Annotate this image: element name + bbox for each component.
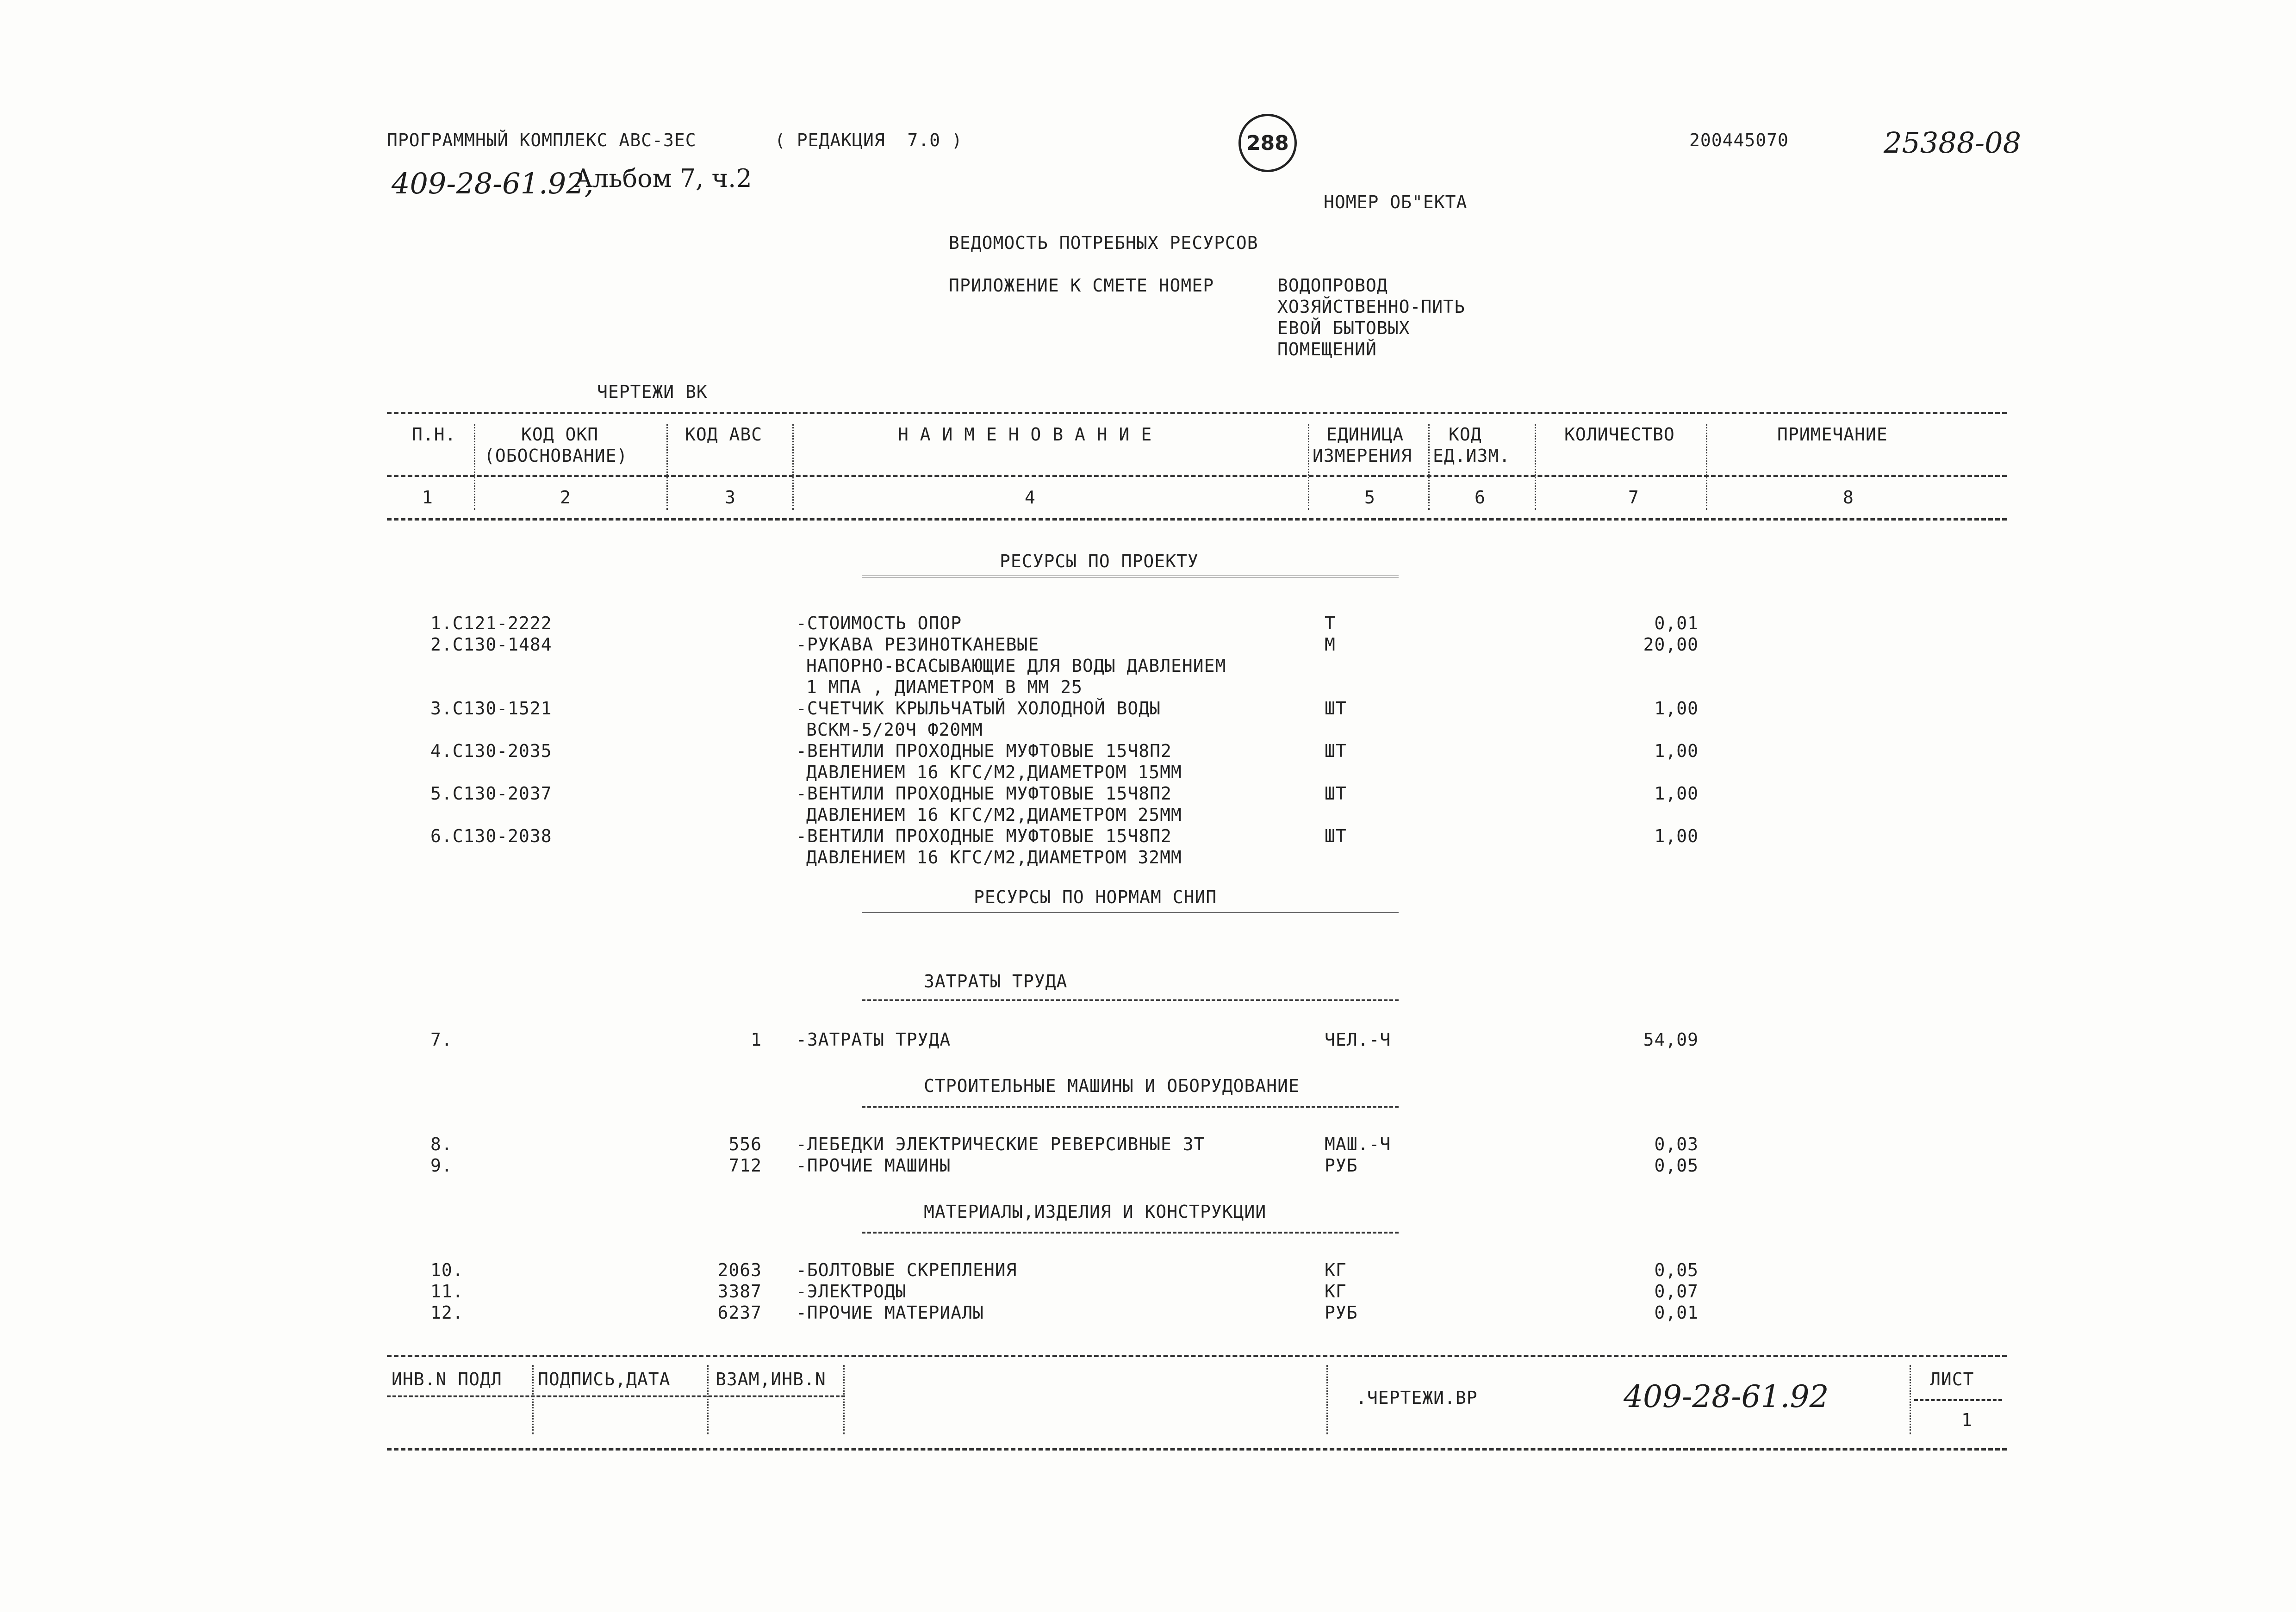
column-separator — [707, 1365, 709, 1434]
table-top-rule — [387, 412, 2007, 414]
section-underline — [862, 1232, 1399, 1234]
column-separator — [474, 424, 475, 510]
edition: ( РЕДАКЦИЯ 7.0 ) — [775, 130, 963, 150]
resource-number: 6.С130-2038 — [430, 826, 552, 846]
labor-row-quantity: 54,09 — [1643, 1029, 1699, 1050]
labor-row-unit: ЧЕЛ.-Ч — [1325, 1029, 1391, 1050]
resource-number: 1.С121-2222 — [430, 613, 552, 633]
sheet-divider — [1914, 1399, 2002, 1401]
materials-row-name: -ПРОЧИЕ МАТЕРИАЛЫ — [796, 1302, 984, 1323]
machines-row-name: -ЛЕБЕДКИ ЭЛЕКТРИЧЕСКИЕ РЕВЕРСИВНЫЕ 3Т — [796, 1134, 1205, 1154]
header-col-2-line-1: КОД ОКП — [521, 424, 599, 445]
footer-vzam-label: ВЗАМ,ИНВ.N — [716, 1369, 826, 1389]
machines-row-unit: РУБ — [1325, 1155, 1358, 1176]
column-separator — [1706, 424, 1707, 510]
machines-row-name: -ПРОЧИЕ МАШИНЫ — [796, 1155, 951, 1176]
materials-row-name: -ЭЛЕКТРОДЫ — [796, 1281, 907, 1302]
materials-row-code: 2063 — [717, 1260, 762, 1280]
program-name: ПРОГРАММНЫЙ КОМПЛЕКС АВС-ЗЕС — [387, 130, 697, 150]
column-separator — [1308, 424, 1309, 510]
resource-unit: М — [1325, 634, 1336, 655]
column-number-6: 6 — [1475, 487, 1486, 508]
header-col-5-line-1: ЕДИНИЦА — [1326, 424, 1404, 445]
materials-row-number: 12. — [430, 1302, 464, 1323]
materials-row-quantity: 0,01 — [1654, 1302, 1699, 1323]
column-separator — [1535, 424, 1536, 510]
header-col-6-line-2: ЕД.ИЗМ. — [1433, 446, 1511, 466]
header-col-7: КОЛИЧЕСТВО — [1564, 424, 1675, 445]
resource-name: -ВЕНТИЛИ ПРОХОДНЫЕ МУФТОВЫЕ 15Ч8П2 — [796, 741, 1172, 761]
resource-unit: ШТ — [1325, 698, 1347, 719]
materials-row-quantity: 0,05 — [1654, 1260, 1699, 1280]
materials-row-name: -БОЛТОВЫЕ СКРЕПЛЕНИЯ — [796, 1260, 1017, 1280]
column-number-3: 3 — [725, 487, 736, 508]
footer-mid-rule — [387, 1395, 845, 1397]
column-number-4: 4 — [1025, 487, 1036, 508]
resource-quantity: 1,00 — [1654, 698, 1699, 719]
section-title-labor: ЗАТРАТЫ ТРУДА — [924, 971, 1068, 992]
header-col-6-line-1: КОД — [1449, 424, 1482, 445]
machines-row-unit: МАШ.-Ч — [1325, 1134, 1391, 1154]
resource-unit: ШТ — [1325, 783, 1347, 804]
column-separator — [1326, 1365, 1328, 1434]
machines-row-quantity: 0,05 — [1654, 1155, 1699, 1176]
resource-name-continuation: НАПОРНО-ВСАСЫВАЮЩИЕ ДЛЯ ВОДЫ ДАВЛЕНИЕМ — [806, 656, 1226, 676]
column-separator — [1428, 424, 1430, 510]
column-number-8: 8 — [1843, 487, 1854, 508]
document-title: ВЕДОМОСТЬ ПОТРЕБНЫХ РЕСУРСОВ — [949, 233, 1258, 253]
document-code: 200445070 — [1689, 130, 1789, 150]
footer-bottom-rule — [387, 1448, 2007, 1451]
section-title-materials: МАТЕРИАЛЫ,ИЗДЕЛИЯ И КОНСТРУКЦИИ — [924, 1202, 1267, 1222]
resource-number: 4.С130-2035 — [430, 741, 552, 761]
resource-name-continuation: ДАВЛЕНИЕМ 16 КГС/М2,ДИАМЕТРОМ 25ММ — [806, 805, 1182, 825]
header-col-1: П.Н. — [412, 424, 456, 445]
section-underline — [862, 576, 1399, 580]
object-name-line-1: ВОДОПРОВОД — [1277, 275, 1388, 296]
section-underline — [862, 999, 1399, 1001]
album-label: Альбом 7, ч.2 — [574, 164, 752, 193]
materials-row-code: 6237 — [717, 1302, 762, 1323]
resource-name: -СЧЕТЧИК КРЫЛЬЧАТЫЙ ХОЛОДНОЙ ВОДЫ — [796, 698, 1161, 719]
column-separator — [843, 1365, 845, 1434]
column-separator — [532, 1365, 534, 1434]
resource-name-continuation: 1 МПА , ДИАМЕТРОМ В ММ 25 — [806, 677, 1083, 697]
column-number-7: 7 — [1628, 487, 1639, 508]
handwritten-footer-doc-number: 409-28-61.92 — [1624, 1379, 1829, 1414]
resource-name: -ВЕНТИЛИ ПРОХОДНЫЕ МУФТОВЫЕ 15Ч8П2 — [796, 826, 1172, 846]
materials-row-unit: КГ — [1325, 1281, 1347, 1302]
materials-row-number: 10. — [430, 1260, 464, 1280]
handwritten-doc-number: 25388-08 — [1884, 126, 2022, 160]
resource-quantity: 1,00 — [1654, 783, 1699, 804]
column-number-2: 2 — [560, 487, 571, 508]
object-name-line-4: ПОМЕЩЕНИЙ — [1277, 339, 1377, 360]
drawings-set-label: ЧЕРТЕЖИ ВК — [597, 382, 708, 402]
header-col-4: Н А И М Е Н О В А Н И Е — [898, 424, 1152, 445]
resource-unit: Т — [1325, 613, 1336, 633]
header-col-2-line-2: (ОБОСНОВАНИЕ) — [484, 446, 628, 466]
resource-number: 3.С130-1521 — [430, 698, 552, 719]
column-separator — [1910, 1365, 1911, 1434]
resource-quantity: 20,00 — [1643, 634, 1699, 655]
machines-row-number: 9. — [430, 1155, 453, 1176]
resource-quantity: 0,01 — [1654, 613, 1699, 633]
object-number-label: НОМЕР ОБ"ЕКТА — [1324, 192, 1468, 212]
section-title-snip: РЕСУРСЫ ПО НОРМАМ СНИП — [974, 887, 1217, 907]
section-title-project: РЕСУРСЫ ПО ПРОЕКТУ — [1000, 551, 1199, 571]
resource-name: -СТОИМОСТЬ ОПОР — [796, 613, 962, 633]
footer-sheet-number: 1 — [1961, 1410, 1972, 1430]
header-rule — [387, 475, 2007, 477]
resource-number: 5.С130-2037 — [430, 783, 552, 804]
labor-row-number: 7. — [430, 1029, 453, 1050]
footer-sheet-label: ЛИСТ — [1930, 1369, 1974, 1389]
resource-name-continuation: ДАВЛЕНИЕМ 16 КГС/М2,ДИАМЕТРОМ 15ММ — [806, 762, 1182, 782]
column-number-rule — [387, 518, 2007, 521]
footer-drawings-label: .ЧЕРТЕЖИ.ВР — [1356, 1388, 1478, 1408]
column-number-1: 1 — [422, 487, 433, 508]
resource-unit: ШТ — [1325, 741, 1347, 761]
object-name-line-3: ЕВОЙ БЫТОВЫХ — [1277, 318, 1410, 338]
resource-name: -РУКАВА РЕЗИНОТКАНЕВЫЕ — [796, 634, 1039, 655]
resource-name: -ВЕНТИЛИ ПРОХОДНЫЕ МУФТОВЫЕ 15Ч8П2 — [796, 783, 1172, 804]
footer-top-rule — [387, 1355, 2007, 1357]
header-col-8: ПРИМЕЧАНИЕ — [1777, 424, 1888, 445]
materials-row-number: 11. — [430, 1281, 464, 1302]
resource-quantity: 1,00 — [1654, 826, 1699, 846]
resource-quantity: 1,00 — [1654, 741, 1699, 761]
footer-sign-label: ПОДПИСЬ,ДАТА — [538, 1369, 671, 1389]
header-col-5-line-2: ИЗМЕРЕНИЯ — [1313, 446, 1412, 466]
machines-row-quantity: 0,03 — [1654, 1134, 1699, 1154]
section-underline — [862, 912, 1399, 917]
appendix-label: ПРИЛОЖЕНИЕ К СМЕТЕ НОМЕР — [949, 275, 1214, 296]
resource-number: 2.С130-1484 — [430, 634, 552, 655]
object-name-line-2: ХОЗЯЙСТВЕННО-ПИТЬ — [1277, 297, 1465, 317]
labor-row-code: 1 — [751, 1029, 762, 1050]
materials-row-unit: РУБ — [1325, 1302, 1358, 1323]
page-number-stamp: 288 — [1238, 114, 1297, 172]
column-separator — [666, 424, 668, 510]
section-underline — [862, 1106, 1399, 1108]
handwritten-album-code: 409-28-61.92, — [392, 167, 594, 200]
resource-name-continuation: ВСКМ-5/20Ч Ф20ММ — [806, 719, 983, 740]
column-separator — [792, 424, 794, 510]
footer-inv-label: ИНВ.N ПОДЛ — [392, 1369, 502, 1389]
machines-row-code: 712 — [728, 1155, 762, 1176]
resource-unit: ШТ — [1325, 826, 1347, 846]
machines-row-number: 8. — [430, 1134, 453, 1154]
resource-name-continuation: ДАВЛЕНИЕМ 16 КГС/М2,ДИАМЕТРОМ 32ММ — [806, 847, 1182, 868]
materials-row-code: 3387 — [717, 1281, 762, 1302]
header-col-3: КОД АВС — [685, 424, 763, 445]
materials-row-quantity: 0,07 — [1654, 1281, 1699, 1302]
column-number-5: 5 — [1364, 487, 1375, 508]
section-title-machines: СТРОИТЕЛЬНЫЕ МАШИНЫ И ОБОРУДОВАНИЕ — [924, 1076, 1300, 1096]
labor-row-name: -ЗАТРАТЫ ТРУДА — [796, 1029, 951, 1050]
machines-row-code: 556 — [728, 1134, 762, 1154]
materials-row-unit: КГ — [1325, 1260, 1347, 1280]
